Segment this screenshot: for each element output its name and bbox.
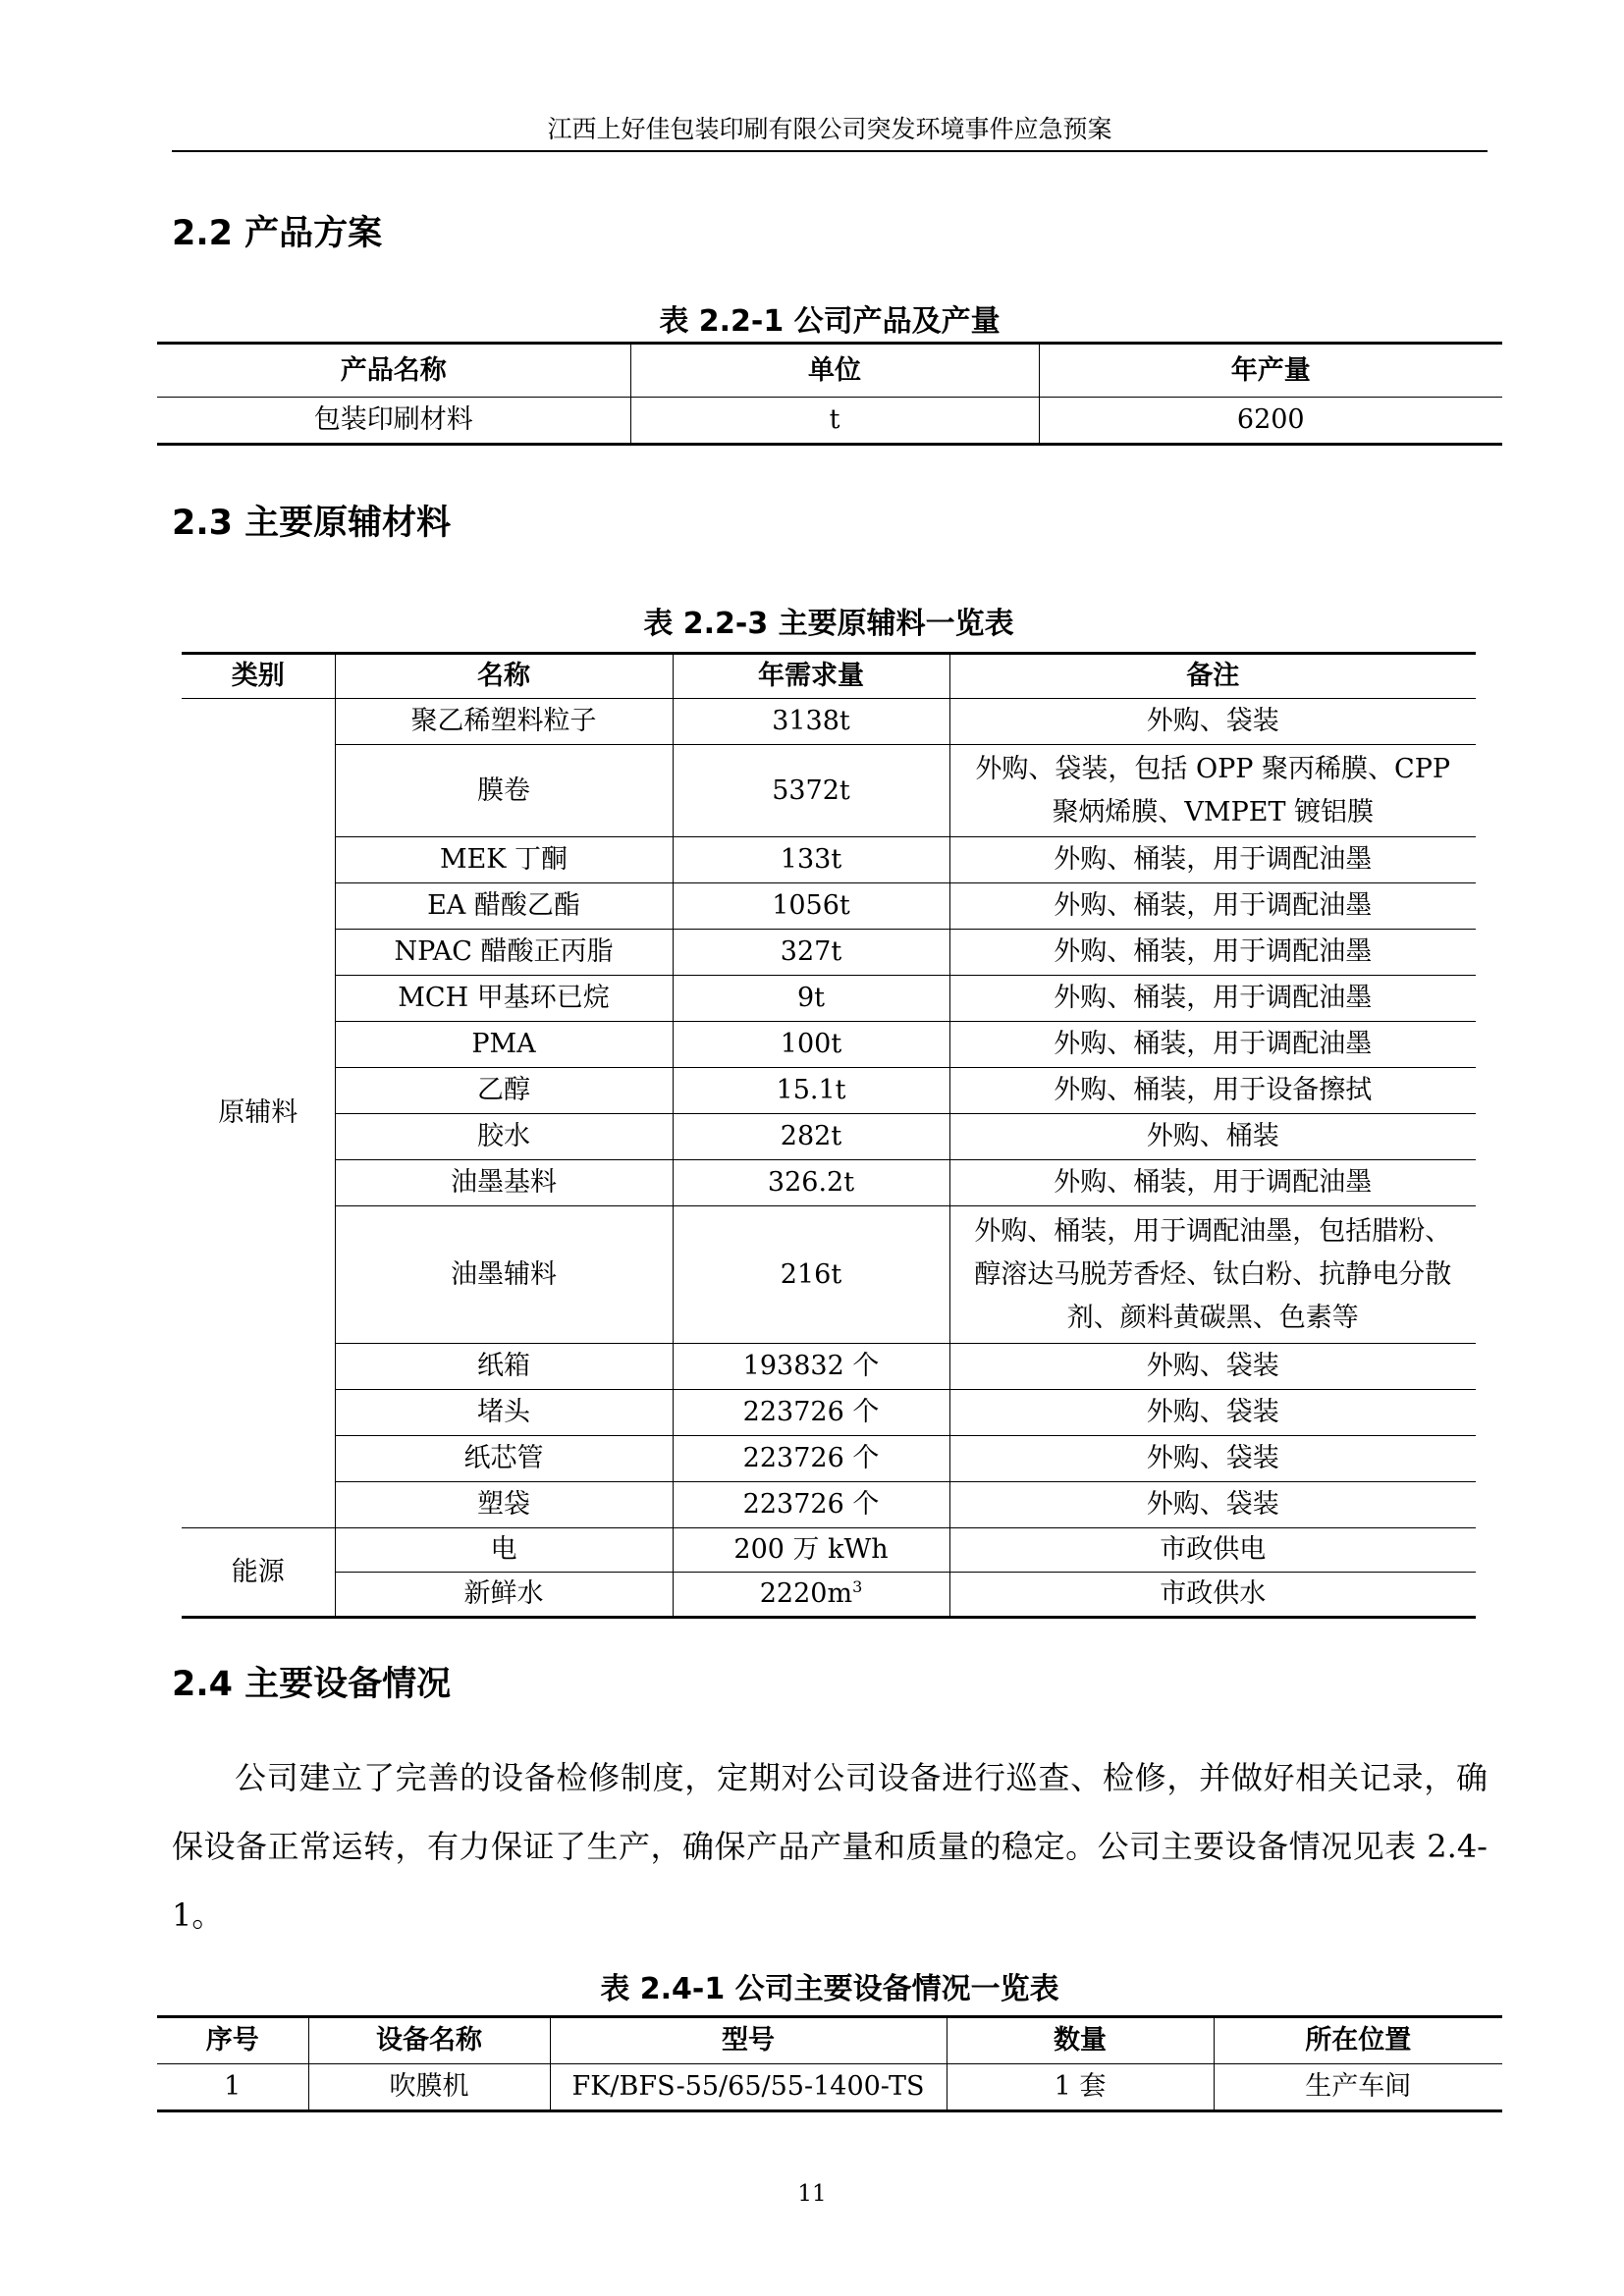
material-name: 油墨基料 [335, 1160, 673, 1206]
material-name: MCH 甲基环已烷 [335, 976, 673, 1022]
table-row [182, 1436, 1476, 1482]
material-qty: 326.2t [673, 1160, 949, 1206]
material-qty: 100t [673, 1022, 949, 1068]
material-note: 外购、袋装 [949, 1390, 1476, 1436]
material-note: 外购、袋装 [949, 1344, 1476, 1390]
page-number: 11 [797, 2181, 827, 2207]
table-2-2-3-caption: 表 2.2-3 主要原辅料一览表 [643, 607, 1014, 641]
material-qty: 223726 个 [673, 1436, 949, 1482]
table-row [182, 1573, 1476, 1618]
table-row [182, 1344, 1476, 1390]
table-cell: 包装印刷材料 [157, 398, 630, 445]
table-row [182, 745, 1476, 837]
material-note: 外购、袋装 [949, 1482, 1476, 1528]
material-note: 外购、桶装，用于设备擦拭 [949, 1068, 1476, 1114]
material-note: 外购、桶装，用于调配油墨，包括腊粉、醇溶达马脱芳香烃、钛白粉、抗静电分散剂、颜料黄碳黑、色素等 [949, 1206, 1476, 1344]
material-name: 新鲜水 [335, 1573, 673, 1618]
material-qty: 133t [673, 837, 949, 883]
equipment-paragraph: 公司建立了完善的设备检修制度，定期对公司设备进行巡查、检修，并做好相关记录，确保设备正常运转，有力保证了生产，确保产品产量和质量的稳定。公司主要设备情况见表 2.4-1。 [172, 1759, 1488, 1934]
table-cell: FK/BFS-55/65/55-1400-TS [550, 2064, 947, 2111]
material-note: 外购、桶装，用于调配油墨 [949, 1022, 1476, 1068]
material-name: NPAC 醋酸正丙脂 [335, 930, 673, 976]
table-row [182, 1022, 1476, 1068]
column-header: 类别 [182, 654, 335, 699]
material-note: 外购、袋装，包括 OPP 聚丙稀膜、CPP 聚炳烯膜、VMPET 镀铝膜 [949, 745, 1476, 837]
material-note: 外购、桶装，用于调配油墨 [949, 1160, 1476, 1206]
material-name: 胶水 [335, 1114, 673, 1160]
column-header: 年产量 [1039, 344, 1502, 398]
material-note: 外购、桶装，用于调配油墨 [949, 837, 1476, 883]
material-qty: 5372t [673, 745, 949, 837]
material-name: EA 醋酸乙酯 [335, 883, 673, 930]
table-row [182, 1390, 1476, 1436]
column-header: 设备名称 [308, 2017, 550, 2064]
table-row [182, 883, 1476, 930]
material-name: 塑袋 [335, 1482, 673, 1528]
material-qty: 223726 个 [673, 1482, 949, 1528]
material-qty: 9t [673, 976, 949, 1022]
table-cell: 1 [157, 2064, 308, 2111]
column-header: 单位 [630, 344, 1039, 398]
qty-value: 2220m [759, 1578, 853, 1609]
header-rule [172, 150, 1488, 152]
material-name: 油墨辅料 [335, 1206, 673, 1344]
table-row [182, 699, 1476, 745]
material-qty: 3138t [673, 699, 949, 745]
materials-table [182, 652, 1476, 1619]
material-qty: 200 万 kWh [673, 1528, 949, 1573]
material-note: 市政供水 [949, 1573, 1476, 1618]
table-2-4-1-caption: 表 2.4-1 公司主要设备情况一览表 [600, 1972, 1059, 2006]
material-qty: 223726 个 [673, 1390, 949, 1436]
table-row [182, 976, 1476, 1022]
table-cell: 吹膜机 [308, 2064, 550, 2111]
material-note: 外购、桶装，用于调配油墨 [949, 976, 1476, 1022]
material-name: 电 [335, 1528, 673, 1573]
column-header: 年需求量 [673, 654, 949, 699]
material-note: 外购、袋装 [949, 1436, 1476, 1482]
material-qty: 1056t [673, 883, 949, 930]
column-header: 数量 [947, 2017, 1214, 2064]
material-note: 市政供电 [949, 1528, 1476, 1573]
material-qty: 216t [673, 1206, 949, 1344]
section-2-2-heading: 2.2 产品方案 [172, 214, 383, 253]
running-header: 江西上好佳包装印刷有限公司突发环境事件应急预案 [547, 115, 1112, 143]
table-row [182, 837, 1476, 883]
material-name: 纸芯管 [335, 1436, 673, 1482]
table-row [182, 1482, 1476, 1528]
category-cell-raw: 原辅料 [182, 699, 335, 1528]
column-header: 所在位置 [1214, 2017, 1502, 2064]
material-name: MEK 丁酮 [335, 837, 673, 883]
equipment-table [157, 2015, 1502, 2112]
table-row [182, 1206, 1476, 1344]
column-header: 序号 [157, 2017, 308, 2064]
column-header: 名称 [335, 654, 673, 699]
column-header: 产品名称 [157, 344, 630, 398]
product-table [157, 342, 1502, 446]
table-row [182, 1160, 1476, 1206]
material-name: 膜卷 [335, 745, 673, 837]
table-row [157, 398, 1502, 445]
table-row [182, 1528, 1476, 1573]
table-cell: 1 套 [947, 2064, 1214, 2111]
material-name: 纸箱 [335, 1344, 673, 1390]
material-name: 堵头 [335, 1390, 673, 1436]
table-row [182, 1068, 1476, 1114]
material-note: 外购、桶装，用于调配油墨 [949, 883, 1476, 930]
material-name: 聚乙稀塑料粒子 [335, 699, 673, 745]
material-qty: 327t [673, 930, 949, 976]
material-note: 外购、桶装，用于调配油墨 [949, 930, 1476, 976]
material-qty [673, 1573, 949, 1618]
column-header: 备注 [949, 654, 1476, 699]
material-qty: 282t [673, 1114, 949, 1160]
material-name: PMA [335, 1022, 673, 1068]
column-header: 型号 [550, 2017, 947, 2064]
qty-superscript: 3 [852, 1577, 863, 1596]
material-name: 乙醇 [335, 1068, 673, 1114]
material-note: 外购、袋装 [949, 699, 1476, 745]
table-row [157, 2064, 1502, 2111]
material-note: 外购、桶装 [949, 1114, 1476, 1160]
category-cell-energy: 能源 [182, 1528, 335, 1618]
table-cell: 6200 [1039, 398, 1502, 445]
table-cell: t [630, 398, 1039, 445]
section-2-4-heading: 2.4 主要设备情况 [172, 1665, 452, 1704]
material-qty: 193832 个 [673, 1344, 949, 1390]
section-2-3-heading: 2.3 主要原辅材料 [172, 504, 452, 543]
table-row [182, 1114, 1476, 1160]
table-row [182, 930, 1476, 976]
material-qty: 15.1t [673, 1068, 949, 1114]
table-cell: 生产车间 [1214, 2064, 1502, 2111]
table-2-2-1-caption: 表 2.2-1 公司产品及产量 [659, 304, 1001, 339]
